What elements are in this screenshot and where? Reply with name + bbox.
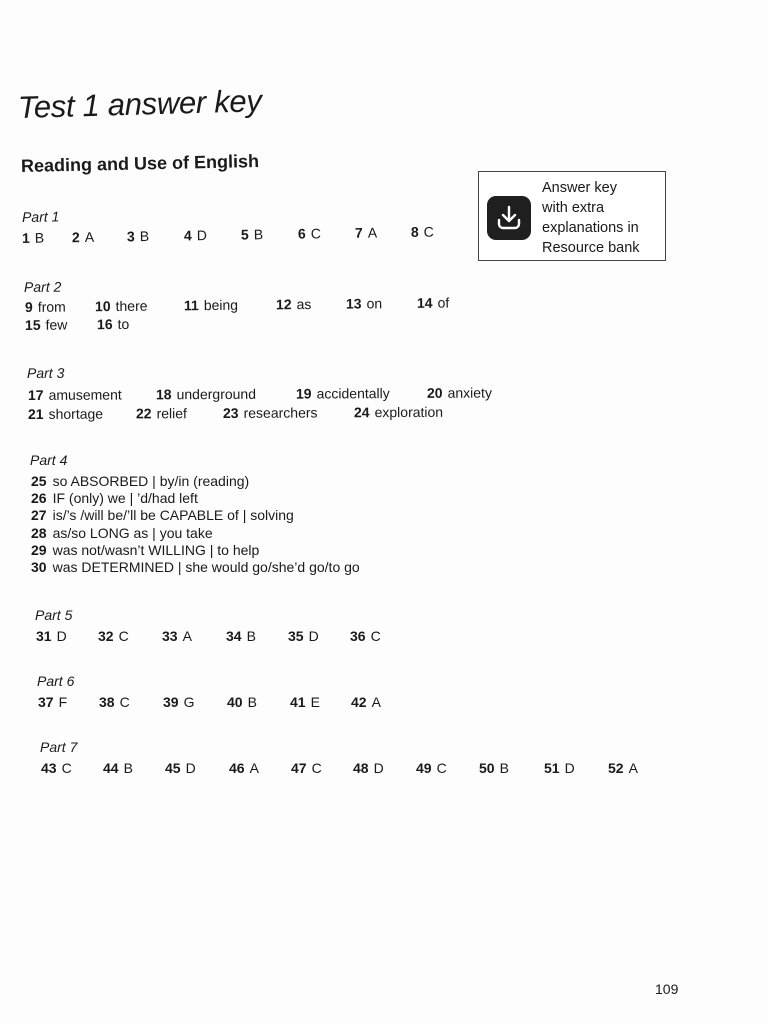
part-6-answers — [38, 694, 398, 712]
answer-item: 39 G — [163, 694, 195, 710]
answer-item: 30 was DETERMINED | she would go/she’d go/to go — [31, 559, 360, 576]
part-1-label: Part 1 — [21, 208, 60, 225]
answer-item: 45 D — [165, 760, 196, 776]
answer-item: 10 there — [94, 297, 148, 315]
part-4-answers — [31, 473, 360, 576]
answer-item: 44 B — [103, 760, 133, 776]
answer-item: 36 C — [350, 628, 381, 644]
answer-item: 6 C — [297, 225, 321, 242]
answer-item: 7 A — [354, 224, 378, 241]
answer-item: 13 on — [345, 295, 383, 312]
section-title: Reading and Use of English — [20, 151, 260, 176]
answer-item: 40 B — [227, 694, 257, 710]
answer-item: 4 D — [183, 227, 208, 244]
answer-item: 52 A — [608, 760, 638, 776]
answer-item: 5 B — [240, 226, 264, 243]
part-2-answers-row-1 — [25, 294, 465, 317]
answer-item: 41 E — [290, 694, 320, 710]
answer-item: 51 D — [544, 760, 575, 776]
answer-item: 16 to — [96, 315, 130, 333]
answer-item: 12 as — [275, 296, 312, 313]
download-icon[interactable] — [487, 196, 531, 240]
answer-item: 33 A — [162, 628, 192, 644]
page-title: Test 1 answer key — [17, 83, 262, 125]
part-2-answers-row-2 — [25, 315, 225, 335]
answer-item: 23 researchers — [222, 404, 318, 421]
answer-item: 20 anxiety — [426, 384, 492, 401]
answer-item: 50 B — [479, 760, 509, 776]
answer-item: 17 amusement — [27, 386, 122, 403]
part-3-answers-row-1 — [28, 384, 508, 405]
part-3-label: Part 3 — [26, 364, 65, 381]
answer-item: 14 of — [416, 294, 450, 311]
part-2-label: Part 2 — [23, 278, 62, 295]
part-3-answers-row-2 — [28, 404, 468, 424]
answer-item: 21 shortage — [27, 405, 104, 422]
answer-item: 35 D — [288, 628, 319, 644]
answer-item: 27 is/’s /will be/’ll be CAPABLE of | solving — [31, 507, 294, 524]
answer-item: 43 C — [41, 760, 72, 776]
answer-item: 2 A — [71, 228, 95, 246]
answer-item: 11 being — [183, 296, 239, 314]
answer-item: 3 B — [126, 228, 150, 245]
answer-item: 38 C — [99, 694, 130, 710]
answer-item: 1 B — [21, 229, 45, 246]
answer-item: 28 as/so LONG as | you take — [31, 524, 213, 541]
answer-item: 32 C — [98, 628, 129, 644]
answer-item: 15 few — [24, 316, 68, 333]
answer-item: 37 F — [38, 694, 68, 710]
answer-item: 29 was not/wasn’t WILLING | to help — [31, 541, 260, 558]
answer-item: 24 exploration — [353, 403, 444, 421]
part-5-label: Part 5 — [35, 607, 73, 623]
answer-item: 47 C — [291, 760, 322, 776]
resource-bank-box[interactable] — [478, 171, 666, 261]
page-number: 109 — [655, 981, 679, 997]
answer-item: 42 A — [351, 694, 381, 710]
part-1-answers — [22, 223, 452, 248]
part-5-answers — [36, 628, 396, 646]
answer-item: 48 D — [353, 760, 384, 776]
answer-item: 46 A — [229, 760, 259, 776]
answer-item: 34 B — [226, 628, 256, 644]
answer-item: 9 from — [24, 298, 66, 315]
answer-item: 25 so ABSORBED | by/in (reading) — [31, 473, 250, 489]
part-7-answers — [41, 760, 661, 778]
answer-item: 49 C — [416, 760, 447, 776]
part-4-label: Part 4 — [30, 452, 68, 468]
answer-item: 22 relief — [135, 405, 187, 422]
part-7-label: Part 7 — [40, 739, 78, 755]
answer-item: 18 underground — [155, 385, 257, 403]
answer-item: 26 IF (only) we | ’d/had left — [31, 490, 198, 507]
resource-box-text: Answer key with extra explanations in Resource bank — [542, 180, 640, 256]
part-6-label: Part 6 — [37, 673, 75, 689]
answer-item: 8 C — [410, 223, 434, 240]
answer-item: 19 accidentally — [295, 385, 390, 402]
answer-item: 31 D — [36, 628, 67, 644]
